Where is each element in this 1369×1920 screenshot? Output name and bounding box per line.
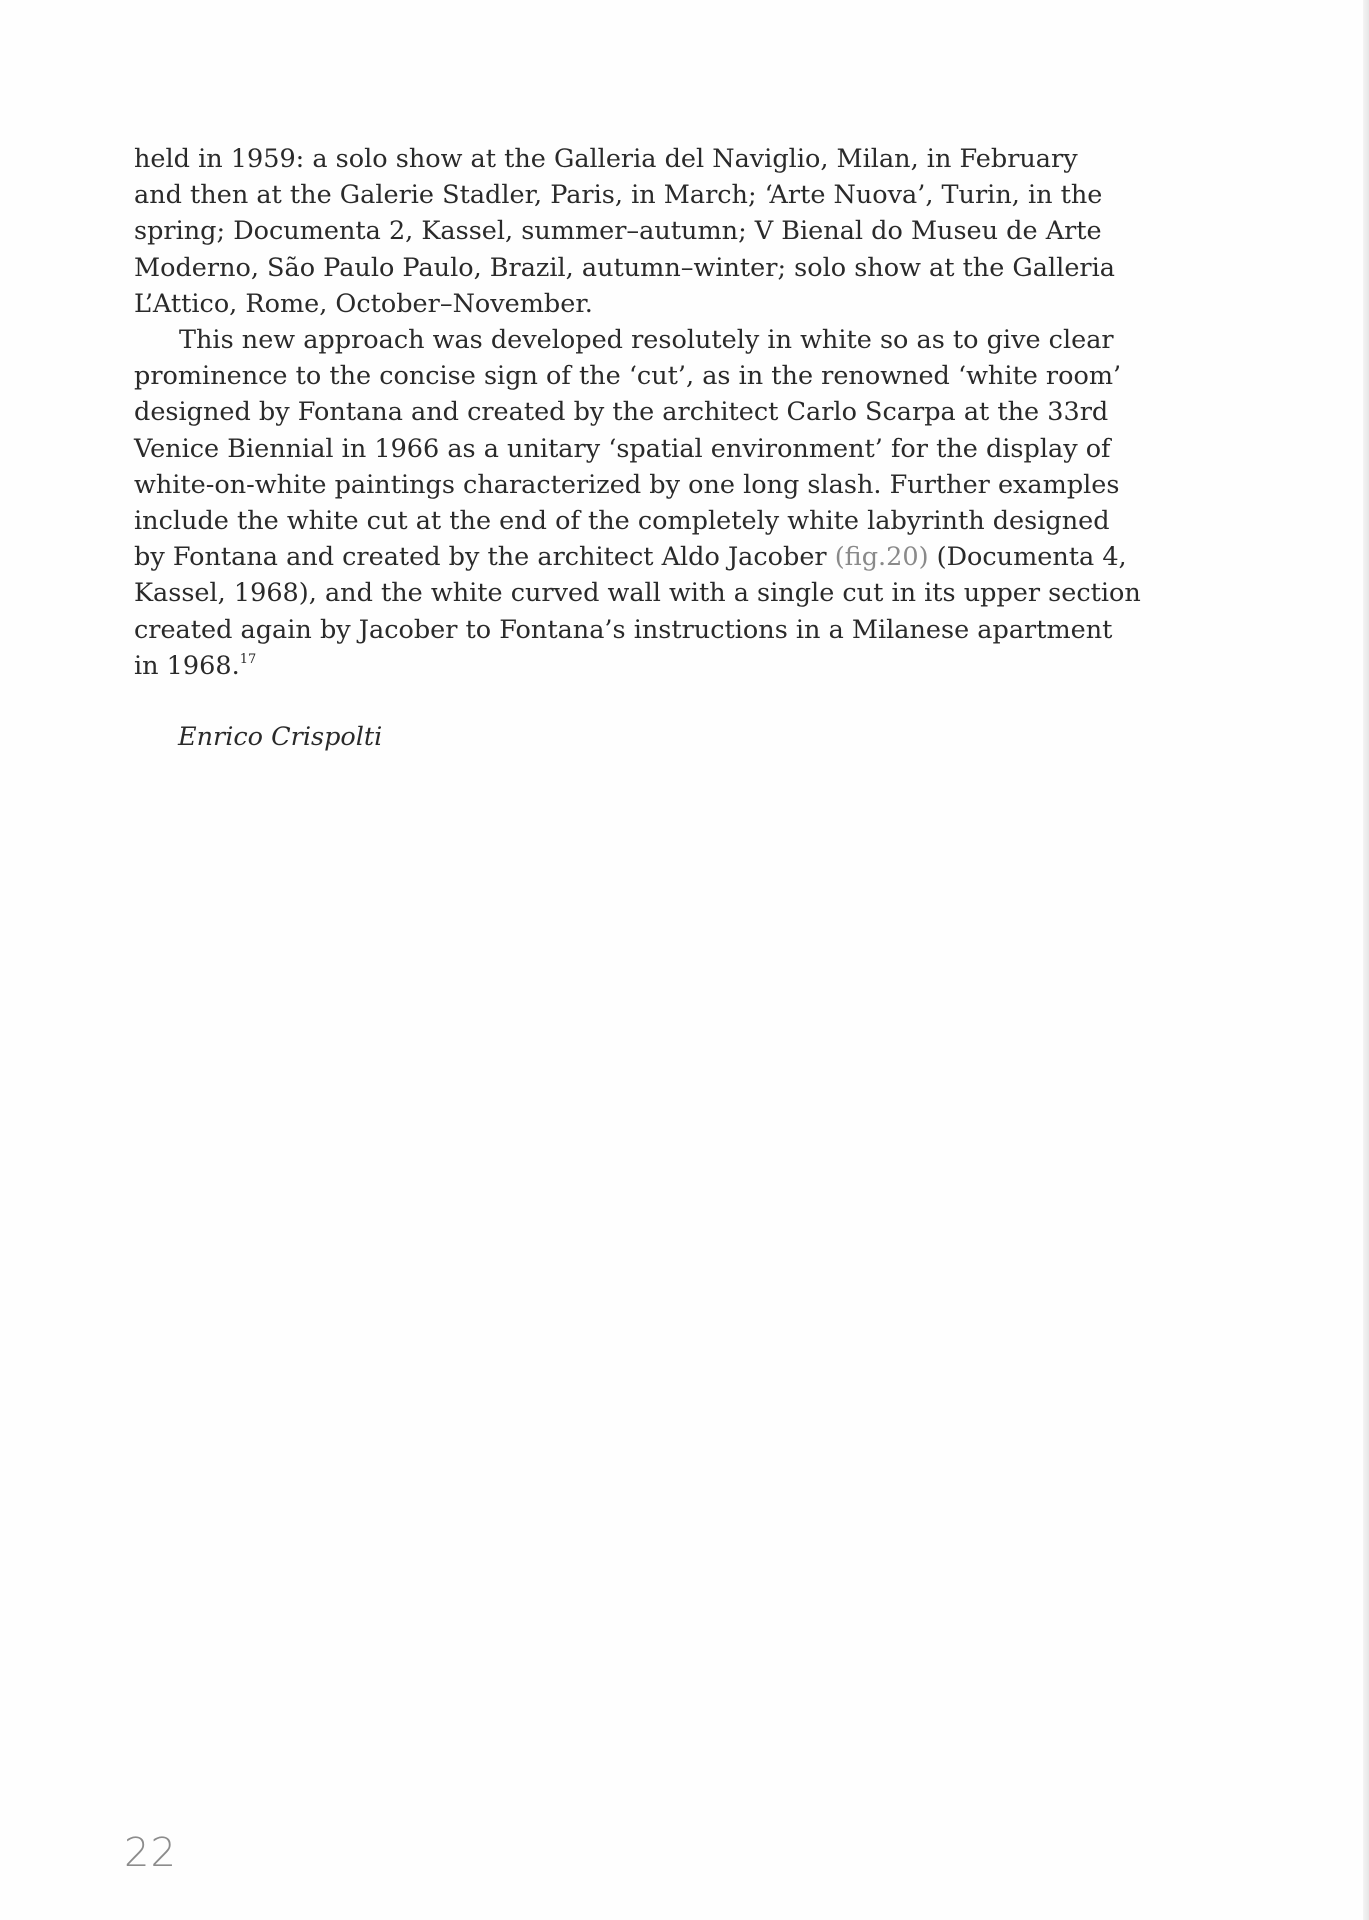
body-line-12	[134, 539, 1127, 575]
body-line-1: held in 1959: a solo show at the Galleria del Naviglio, Milan, in February	[134, 144, 1078, 174]
body-line-15	[134, 648, 1104, 684]
body-line-3: spring; Documenta 2, Kassel, summer–autumn; V Bienal do Museu de Arte	[134, 216, 1102, 247]
body-line-6: This new approach was developed resolutely in white so as to give clear	[179, 325, 1114, 356]
body-line-4: Moderno, São Paulo Paulo, Brazil, autumn–winter; solo show at the Galleria	[134, 252, 1115, 283]
body-line-12-text: by Fontana and created by the architect Aldo Jacober	[134, 542, 835, 573]
body-line-12-tail: (Documenta 4,	[928, 542, 1127, 573]
body-line-8: designed by Fontana and created by the architect Carlo Scarpa at the 33rd	[134, 397, 1109, 428]
author-signature: Enrico Crispolti	[178, 722, 383, 752]
body-line-7: prominence to the concise sign of the ‘cut’, as in the renowned ‘white room’	[134, 361, 1122, 392]
body-text	[134, 141, 1141, 684]
body-line-10: white-on-white paintings characterized by one long slash. Further examples	[134, 469, 1120, 500]
page-number: 22	[124, 1830, 177, 1876]
figure-reference-link[interactable]: (fig.20)	[834, 542, 929, 573]
page-edge-shadow	[1363, 0, 1369, 1920]
body-line-2: and then at the Galerie Stadler, Paris, in March; ‘Arte Nuova’, Turin, in the	[134, 180, 1103, 211]
footnote-marker[interactable]: 17	[239, 651, 257, 667]
body-line-13: Kassel, 1968), and the white curved wall with a single cut in its upper section	[134, 578, 1141, 609]
body-line-9: Venice Biennial in 1966 as a unitary ‘spatial environment’ for the display of	[134, 433, 1111, 464]
body-line-15-text: in 1968.	[134, 650, 240, 681]
body-line-5: L’Attico, Rome, October–November.	[134, 288, 593, 319]
body-line-11: include the white cut at the end of the completely white labyrinth designed	[134, 506, 1110, 537]
body-line-14: created again by Jacober to Fontana’s instructions in a Milanese apartment	[134, 614, 1113, 645]
